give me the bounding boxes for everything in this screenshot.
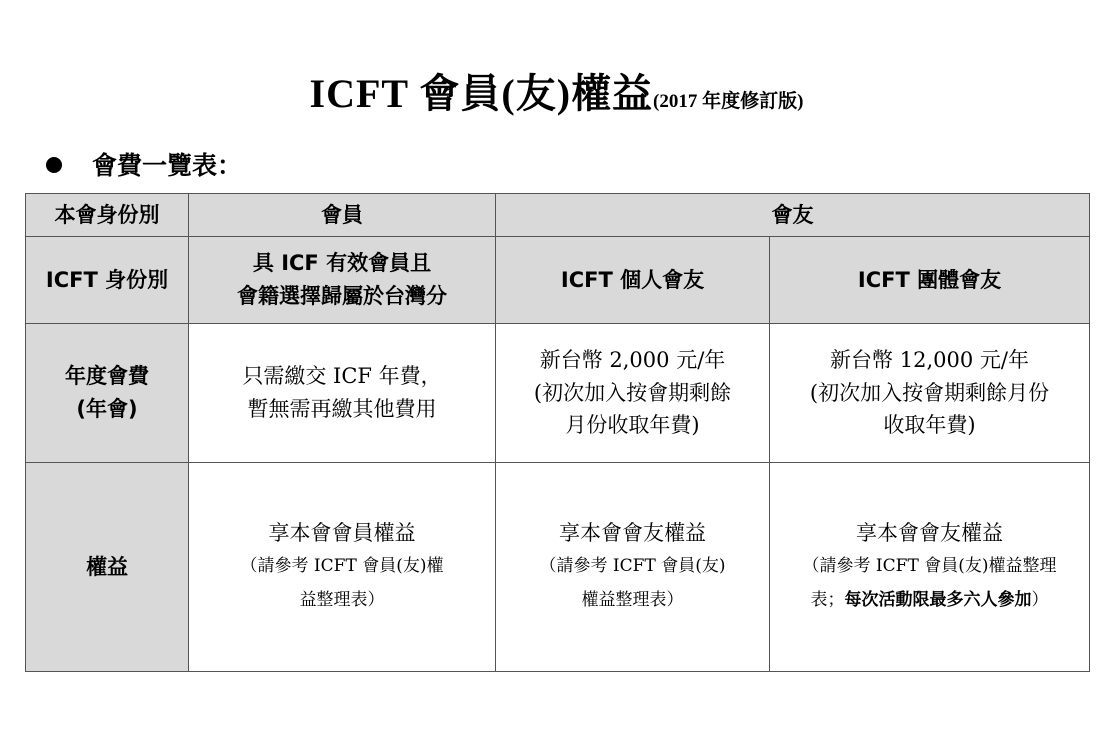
cell-group-fee	[770, 324, 1090, 463]
text-line: 新台幣 2,000 元/年	[539, 348, 726, 373]
table-row	[26, 194, 1090, 237]
cell-group-benefits	[770, 463, 1090, 672]
table-row	[26, 237, 1090, 324]
row-header-identity: 本會身份別	[26, 194, 189, 237]
col-header-individual-friend: ICFT 個人會友	[496, 237, 770, 324]
text-line: 享本會會友權益	[559, 520, 706, 545]
text-line: 益整理表）	[299, 590, 385, 611]
text-line: 只需繳交 ICF 年費，	[242, 364, 442, 389]
cell-individual-benefits	[496, 463, 770, 672]
text-line: 月份收取年費)	[565, 413, 700, 438]
row-header-annual-fee	[26, 324, 189, 463]
text-line: （請參考 ICFT 會員(友)	[539, 556, 726, 577]
text-line: 暫無需再繳其他費用	[247, 397, 437, 421]
text-line: 收取年費)	[883, 413, 976, 438]
text-line: 新台幣 12,000 元/年	[830, 348, 1029, 373]
limit-notice: 每次活動限最多六人參加	[844, 590, 1032, 611]
cell-individual-fee	[496, 324, 770, 463]
table-row	[26, 463, 1090, 672]
title-edition: (2017 年度修訂版)	[653, 91, 804, 112]
text-line: 具 ICF 有效會員且	[252, 251, 432, 276]
text-line: (初次加入按會期剩餘	[533, 380, 732, 405]
text-line: (年會)	[76, 397, 138, 421]
text-line: （請參考 ICFT 會員(友)權	[240, 556, 444, 577]
col-header-member: 會員	[189, 194, 496, 237]
table-row	[26, 324, 1090, 463]
text-line: 會籍選擇歸屬於台灣分	[237, 284, 447, 308]
cell-member-fee	[189, 324, 496, 463]
fee-table	[25, 193, 1090, 672]
bullet-icon	[46, 157, 62, 173]
section-heading	[40, 146, 242, 182]
title-main: ICFT 會員(友)權益	[309, 71, 654, 116]
text-line	[774, 583, 1085, 617]
row-header-benefits: 權益	[26, 463, 189, 672]
col-header-friend: 會友	[496, 194, 1090, 237]
row-header-icft-identity: ICFT 身份別	[26, 237, 189, 324]
cell-member-qualification	[189, 237, 496, 324]
text-line: 權益整理表）	[581, 590, 684, 611]
text-line: 享本會會員權益	[268, 520, 416, 545]
text-line: 享本會會友權益	[856, 520, 1003, 545]
text-line: 年度會費	[65, 364, 149, 389]
col-header-group-friend: ICFT 團體會友	[770, 237, 1090, 324]
document-title	[0, 62, 1113, 119]
section-heading-text: 會費一覽表：	[92, 151, 243, 180]
text-line: (初次加入按會期剩餘月份	[809, 380, 1050, 405]
cell-member-benefits	[189, 463, 496, 672]
note-text: ）	[1031, 590, 1049, 611]
note-text: 表；	[810, 590, 845, 611]
text-line: （請參考 ICFT 會員(友)權益整理	[802, 556, 1057, 577]
